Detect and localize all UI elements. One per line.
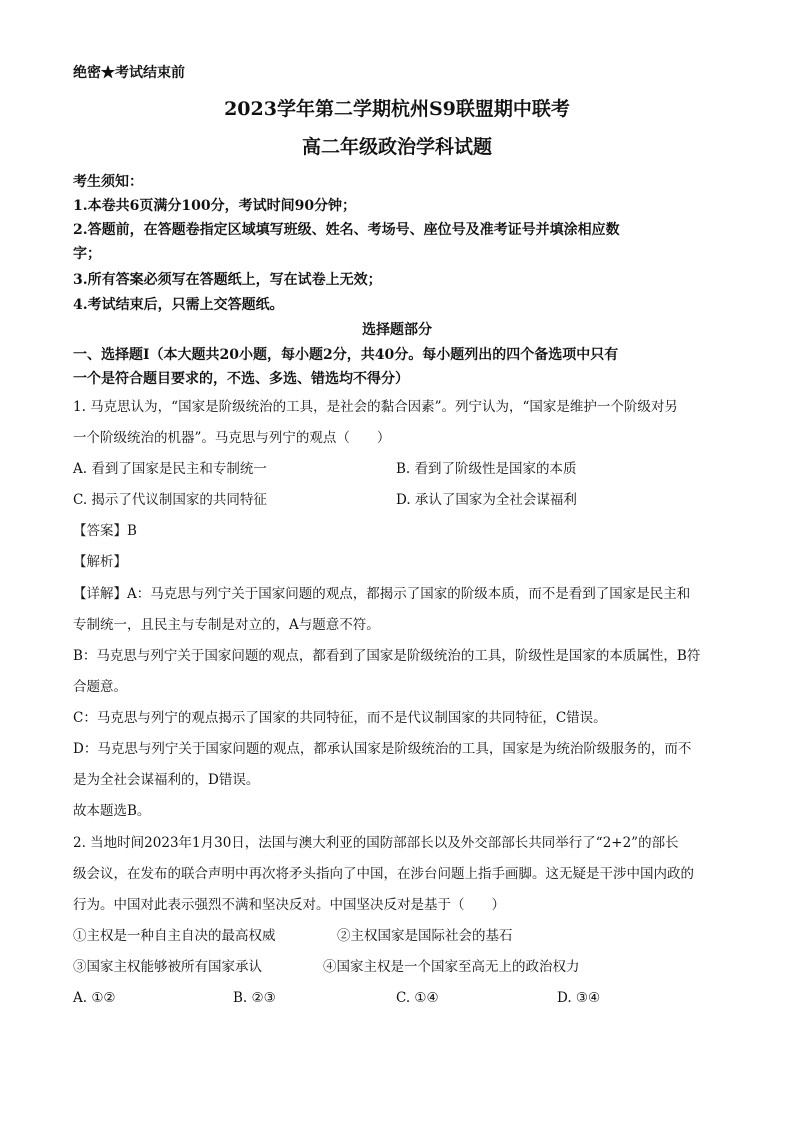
notice-heading: 考生须知：: [73, 174, 143, 190]
exam-subtitle: 高二年级政治学科试题: [301, 136, 492, 158]
q2-option-d: D. ③④: [557, 990, 601, 1006]
q1-analysis-label: 【解析】: [73, 554, 127, 570]
section-instruction: 一、选择题Ⅰ（本大题共20小题，每小题2分，共40分。每小题列出的四个备选项中只有: [73, 347, 619, 363]
q1-detail: 【详解】A：马克思与列宁关于国家问题的观点，都揭示了国家的阶级本质，而不是看到了国家是民主和: [73, 586, 691, 602]
notice-item: 4.考试结束后，只需上交答题纸。: [73, 297, 284, 313]
q1-conclusion: 故本题选B。: [73, 803, 151, 819]
q1-stem: 一个阶级统治的机器”。马克思与列宁的观点（ ）: [73, 430, 391, 446]
section-instruction: 一个是符合题目要求的，不选、多选、错选均不得分）: [73, 371, 409, 387]
q1-option-a: A. 看到了国家是民主和专制统一: [73, 461, 267, 477]
q2-stem: 级会议，在发布的联合声明中再次将矛头指向了中国，在涉台问题上指手画脚。这无疑是干涉中国内政的: [73, 866, 694, 882]
notice-item: 字；: [73, 246, 101, 262]
q1-detail: 专制统一，且民主与专制是对立的，A与题意不符。: [73, 617, 380, 633]
q2-item-2: ②主权国家是国际社会的基石: [337, 928, 513, 944]
q2-stem: 2. 当地时间2023年1月30日，法国与澳大利亚的国防部部长以及外交部部长共同举行了“2+2”的部长: [73, 835, 679, 851]
part-title: 选择题部分: [362, 322, 432, 338]
q1-detail: B：马克思与列宁关于国家问题的观点，都看到了国家是阶级统治的工具，阶级性是国家的本质属性，B符: [73, 648, 701, 664]
q1-detail: 合题意。: [73, 679, 127, 695]
secret-label: 绝密★考试结束前: [73, 65, 185, 81]
q1-answer: 【答案】B: [73, 523, 137, 539]
q1-stem: 1. 马克思认为，“国家是阶级统治的工具，是社会的黏合因素”。列宁认为，“国家是维护一个阶级对另: [73, 399, 678, 415]
q1-detail: C：马克思与列宁的观点揭示了国家的共同特征，而不是代议制国家的共同特征，C错误。: [73, 710, 607, 726]
exam-title: 2023学年第二学期杭州S9联盟期中联考: [224, 98, 570, 120]
q2-option-a: A. ①②: [73, 990, 116, 1006]
q1-option-d: D. 承认了国家为全社会谋福利: [396, 492, 577, 508]
q2-option-c: C. ①④: [396, 990, 439, 1006]
q2-item-3: ③国家主权能够被所有国家承认: [73, 959, 262, 975]
q2-item-1: ①主权是一种自主自决的最高权威: [73, 928, 276, 944]
notice-item: 1.本卷共6页满分100分，考试时间90分钟；: [73, 198, 357, 214]
q2-stem: 行为。中国对此表示强烈不满和坚决反对。中国坚决反对是基于（ ）: [73, 897, 505, 913]
q2-item-4: ④国家主权是一个国家至高无上的政治权力: [323, 959, 580, 975]
notice-item: 3.所有答案必须写在答题纸上，写在试卷上无效；: [73, 272, 382, 288]
q1-detail: 是为全社会谋福利的，D错误。: [73, 772, 260, 788]
q1-detail: D：马克思与列宁关于国家问题的观点，都承认国家是阶级统治的工具，国家是为统治阶级服务的，而不: [73, 741, 692, 757]
q2-option-b: B. ②③: [233, 990, 276, 1006]
notice-item: 2.答题前，在答题卷指定区域填写班级、姓名、考场号、座位号及准考证号并填涂相应数: [73, 222, 620, 238]
q1-option-b: B. 看到了阶级性是国家的本质: [396, 461, 577, 477]
q1-option-c: C. 揭示了代议制国家的共同特征: [73, 492, 267, 508]
